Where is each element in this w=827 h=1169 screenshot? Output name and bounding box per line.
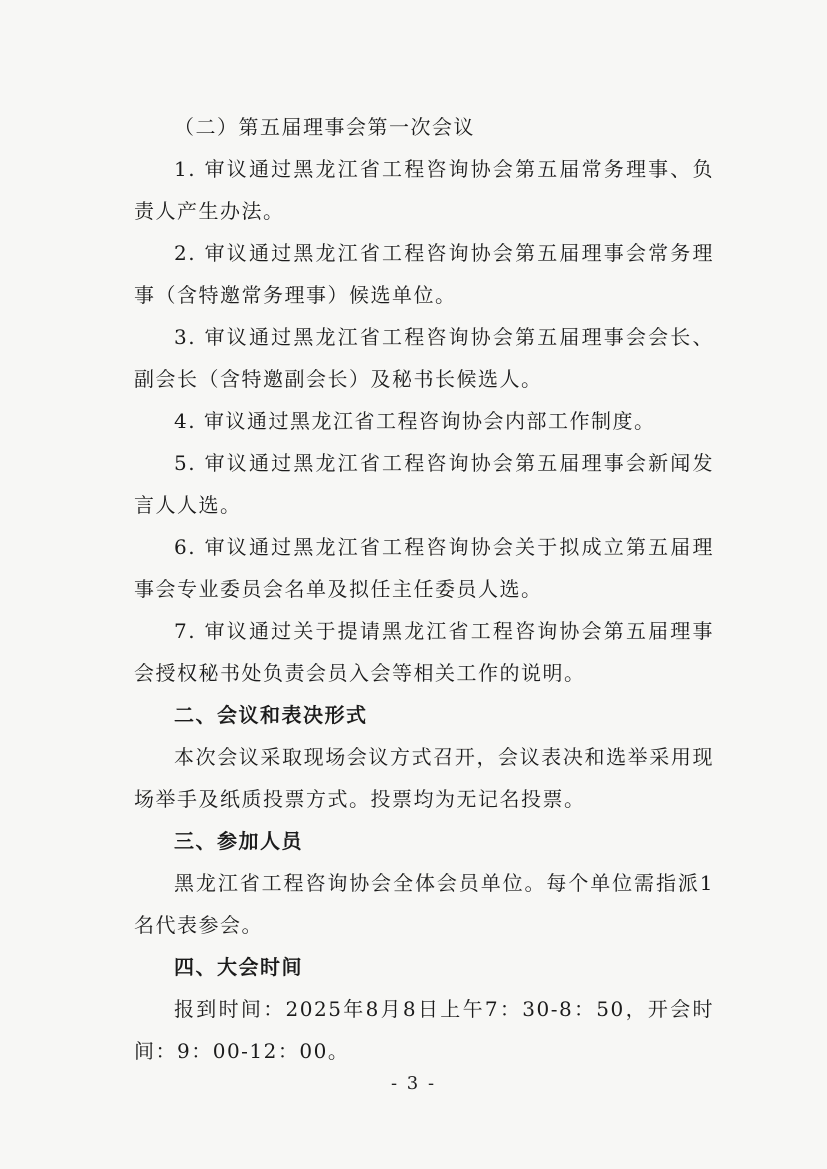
- schedule-heading: 四、大会时间: [174, 955, 303, 979]
- page-number: - 3 -: [390, 1073, 437, 1094]
- schedule-body: 报到时间：2025年8月8日上午7：30-8：50，开会时间：9：00-12：00。: [134, 997, 714, 1063]
- meeting-form-heading: 二、会议和表决形式: [174, 703, 368, 727]
- agenda-item-3: 3. 审议通过黑龙江省工程咨询协会第五届理事会会长、副会长（含特邀副会长）及秘书长候选人。: [134, 325, 714, 391]
- agenda-item-1: 1. 审议通过黑龙江省工程咨询协会第五届常务理事、负责人产生办法。: [134, 157, 714, 223]
- agenda-item-5: 5. 审议通过黑龙江省工程咨询协会第五届理事会新闻发言人人选。: [134, 451, 714, 517]
- participants-body: 黑龙江省工程咨询协会全体会员单位。每个单位需指派1名代表参会。: [134, 871, 714, 937]
- agenda-item-7: 7. 审议通过关于提请黑龙江省工程咨询协会第五届理事会授权秘书处负责会员入会等相关工作的说明。: [134, 619, 714, 685]
- section-title: （二）第五届理事会第一次会议: [174, 115, 475, 139]
- agenda-item-2: 2. 审议通过黑龙江省工程咨询协会第五届理事会常务理事（含特邀常务理事）候选单位。: [134, 241, 714, 307]
- meeting-form-body: 本次会议采取现场会议方式召开，会议表决和选举采用现场举手及纸质投票方式。投票均为无记名投票。: [134, 745, 714, 811]
- agenda-item-4: 4. 审议通过黑龙江省工程咨询协会内部工作制度。: [174, 409, 656, 433]
- participants-heading: 三、参加人员: [174, 829, 303, 853]
- agenda-item-6: 6. 审议通过黑龙江省工程咨询协会关于拟成立第五届理事会专业委员会名单及拟任主任委员人选。: [134, 535, 714, 601]
- document-body: [134, 106, 714, 1072]
